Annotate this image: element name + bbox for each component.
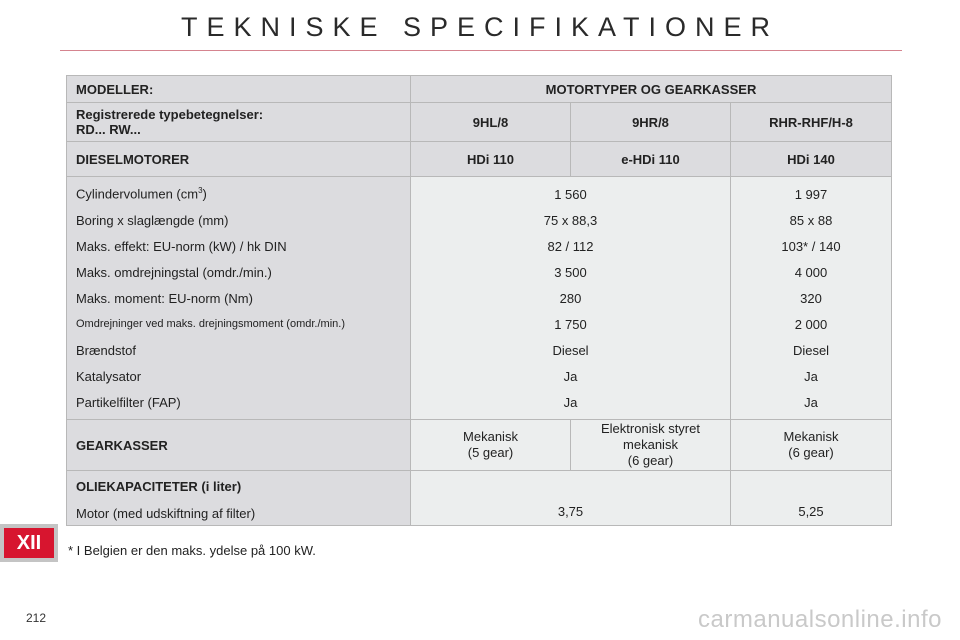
chapter-label: XII — [4, 528, 54, 558]
title-divider — [60, 50, 902, 51]
type-designation-row — [67, 103, 892, 142]
spec-value-hdi140: 2 000 — [731, 311, 892, 337]
oil-capacity-label — [67, 471, 411, 526]
gearbox-cell — [731, 420, 892, 471]
gearbox-gears: (6 gear) — [627, 453, 674, 468]
gearbox-type: Mekanisk — [783, 429, 839, 444]
watermark: carmanualsonline.info — [698, 606, 942, 633]
type-cell: 9HR/8 — [571, 103, 731, 142]
spec-label-superscript: 3 — [198, 186, 203, 196]
gearbox-gears: (6 gear) — [788, 445, 834, 460]
footnote: * I Belgien er den maks. ydelse på 100 kW. — [68, 543, 316, 558]
spec-value-hdi140: 320 — [731, 285, 892, 311]
spec-value-hdi140: 103* / 140 — [731, 233, 892, 259]
models-header: MODELLER: — [67, 76, 411, 103]
gearbox-gears: (5 gear) — [467, 445, 514, 460]
gearbox-type-cont: mekanisk — [623, 437, 678, 452]
spec-label-text: Cylindervolumen (cm — [76, 186, 199, 202]
page-title: TEKNISKE SPECIFIKATIONER — [180, 12, 780, 42]
oil-capacity-heading: OLIEKAPACITETER (i liter) — [76, 479, 242, 494]
gearbox-label: GEARKASSER — [67, 420, 411, 471]
gearbox-type: Mekanisk — [463, 429, 518, 444]
table-row — [67, 207, 892, 233]
spec-label: Maks. effekt: EU-norm (kW) / hk DIN — [67, 233, 411, 259]
spec-value-hdi110: 280 — [411, 285, 731, 311]
spec-value-hdi110: Ja — [411, 389, 731, 420]
type-cell: 9HL/8 — [411, 103, 571, 142]
spec-value-hdi140: Ja — [731, 389, 892, 420]
oil-value-hdi140: 5,25 — [731, 471, 892, 526]
diesel-engines-label: DIESELMOTORER — [67, 142, 411, 177]
type-designation-label-line1: Registrerede typebetegnelser: — [76, 107, 264, 122]
oil-capacity-row-label: Motor (med udskiftning af filter) — [76, 506, 256, 521]
spec-value-hdi110: 75 x 88,3 — [411, 207, 731, 233]
oil-capacity-row — [67, 471, 892, 526]
table-row — [67, 259, 892, 285]
spec-label: Katalysator — [67, 363, 411, 389]
gearbox-cell — [571, 420, 731, 471]
chapter-tab — [0, 524, 58, 562]
gearbox-cell — [411, 420, 571, 471]
spec-label: Maks. moment: EU-norm (Nm) — [67, 285, 411, 311]
spec-value-hdi110: Diesel — [411, 337, 731, 363]
spec-label: Boring x slaglængde (mm) — [67, 207, 411, 233]
spec-value-hdi110: 1 750 — [411, 311, 731, 337]
spec-value-hdi110: Ja — [411, 363, 731, 389]
diesel-engines-row — [67, 142, 892, 177]
oil-value-hdi110: 3,75 — [411, 471, 731, 526]
specifications-table — [66, 75, 892, 526]
spec-value-hdi110: 1 560 — [411, 177, 731, 208]
engine-cell: e-HDi 110 — [571, 142, 731, 177]
page-number: 212 — [26, 611, 47, 625]
spec-value-hdi140: 85 x 88 — [731, 207, 892, 233]
spec-value-hdi140: 4 000 — [731, 259, 892, 285]
table-row — [67, 177, 892, 208]
gearbox-type: Elektronisk styret — [601, 421, 700, 436]
spec-value-hdi140: 1 997 — [731, 177, 892, 208]
spec-label — [67, 177, 411, 208]
gearbox-row — [67, 420, 892, 471]
spec-label-suffix: ) — [202, 186, 207, 202]
table-row — [67, 389, 892, 420]
engine-cell: HDi 140 — [731, 142, 892, 177]
spec-label: Brændstof — [67, 337, 411, 363]
spec-label: Maks. omdrejningstal (omdr./min.) — [67, 259, 411, 285]
engines-header: MOTORTYPER OG GEARKASSER — [411, 76, 892, 103]
type-cell: RHR-RHF/H-8 — [731, 103, 892, 142]
table-row — [67, 337, 892, 363]
table-row — [67, 285, 892, 311]
spec-value-hdi140: Ja — [731, 363, 892, 389]
engine-cell: HDi 110 — [411, 142, 571, 177]
spec-value-hdi140: Diesel — [731, 337, 892, 363]
type-designation-label-line2: RD... RW... — [76, 122, 141, 137]
table-row — [67, 233, 892, 259]
spec-value-hdi110: 82 / 112 — [411, 233, 731, 259]
spec-label: Omdrejninger ved maks. drejningsmoment (omdr./min.) — [67, 311, 411, 337]
table-header-row — [67, 76, 892, 103]
table-row — [67, 363, 892, 389]
spec-value-hdi110: 3 500 — [411, 259, 731, 285]
type-designation-label — [67, 103, 411, 142]
spec-label: Partikelfilter (FAP) — [67, 389, 411, 420]
table-row — [67, 311, 892, 337]
